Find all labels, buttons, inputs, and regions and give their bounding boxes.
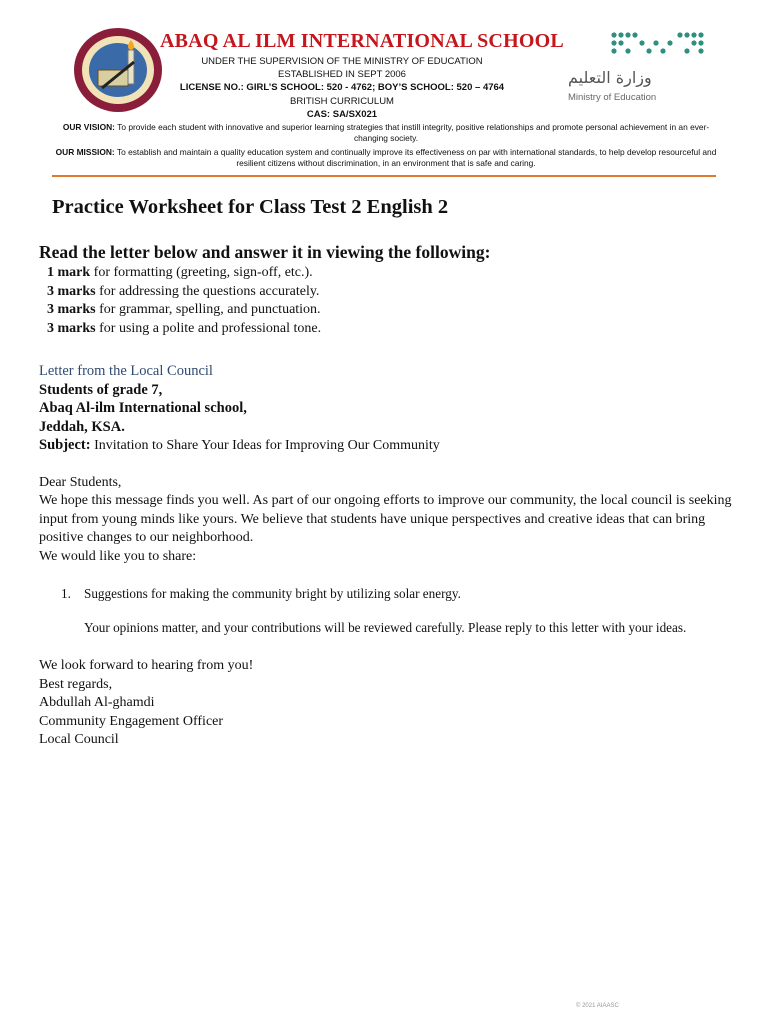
criteria-item: 1 mark for formatting (greeting, sign-off, etc.). bbox=[47, 265, 313, 280]
signer-title: Community Engagement Officer bbox=[39, 713, 224, 729]
recipient-line: Abaq Al-ilm International school, bbox=[39, 400, 247, 416]
list-item: 1. Suggestions for making the community bright by utilizing solar energy. bbox=[61, 586, 461, 601]
cas-line: CAS: SA/SX021 bbox=[306, 109, 378, 120]
recipient-line: Students of grade 7, bbox=[39, 381, 163, 398]
letter-heading: Letter from the Local Council bbox=[39, 363, 213, 379]
ministry-dots-icon bbox=[610, 30, 710, 60]
copyright-footer: © 2021 AIAASC bbox=[576, 1003, 619, 1009]
share-list bbox=[39, 585, 739, 603]
signer-name: Abdullah Al-ghamdi bbox=[39, 695, 155, 710]
criteria-item: 3 marks for addressing the questions accurately. bbox=[47, 283, 320, 299]
ministry-arabic: وزارة التعليم bbox=[568, 68, 652, 87]
worksheet-instruction: Read the letter below and answer it in viewing the following: bbox=[39, 242, 491, 262]
signer-org: Local Council bbox=[39, 732, 119, 747]
school-crest-icon bbox=[72, 26, 164, 114]
vision-statement: OUR VISION: To provide each student with innovative and superior learning strategies that instill integrity, positive relationships and promote personal achievement in an ever-changing society. bbox=[62, 122, 710, 143]
ministry-logo bbox=[560, 30, 710, 110]
worksheet-title: Practice Worksheet for Class Test 2 English 2 bbox=[52, 196, 449, 218]
letter-greeting: Dear Students, bbox=[39, 474, 122, 490]
license-line: LICENSE NO.: GIRL’S SCHOOL: 520 - 4762; BOY’S SCHOOL: 520 – 4764 bbox=[179, 82, 505, 93]
letter bbox=[39, 362, 739, 750]
supervision-line: UNDER THE SUPERVISION OF THE MINISTRY OF EDUCATION bbox=[201, 56, 483, 67]
criteria-item: 3 marks for grammar, spelling, and punctuation. bbox=[47, 302, 321, 317]
marking-criteria bbox=[47, 264, 321, 338]
curriculum-line: BRITISH CURRICULUM bbox=[290, 96, 394, 107]
criteria-item: 3 marks for using a polite and professional tone. bbox=[47, 320, 322, 336]
school-name: ABAQ AL ILM INTERNATIONAL SCHOOL bbox=[160, 30, 564, 52]
header-divider bbox=[52, 175, 716, 177]
established-line: ESTABLISHED IN SEPT 2006 bbox=[278, 69, 406, 80]
ministry-english: Ministry of Education bbox=[568, 92, 657, 103]
letter-subject: Subject: Invitation to Share Your Ideas for Improving Our Community bbox=[39, 437, 440, 453]
recipient-line: Jeddah, KSA. bbox=[39, 418, 125, 435]
school-header bbox=[0, 0, 768, 180]
letter-follow-up: Your opinions matter, and your contributions will be reviewed carefully. Please reply to this letter with your ideas. bbox=[84, 620, 687, 635]
mission-statement: OUR MISSION: To establish and maintain a quality education system and continually improve its effectiveness on par with international standards, to help develop resourceful and resilient citizens without discrimination, in an environment that is safe and caring. bbox=[55, 147, 717, 168]
letter-body: We hope this message finds you well. As part of our ongoing efforts to improve our community, the local council is seeking input from young minds like yours. We believe that students have unique perspectives and creative ideas that can bring positive changes to our neighborhood. We would like you to share: bbox=[39, 493, 732, 564]
letter-closing: We look forward to hearing from you! Best regards, Abdullah Al-ghamdi Community Engagement Officer Local Council bbox=[39, 657, 739, 750]
